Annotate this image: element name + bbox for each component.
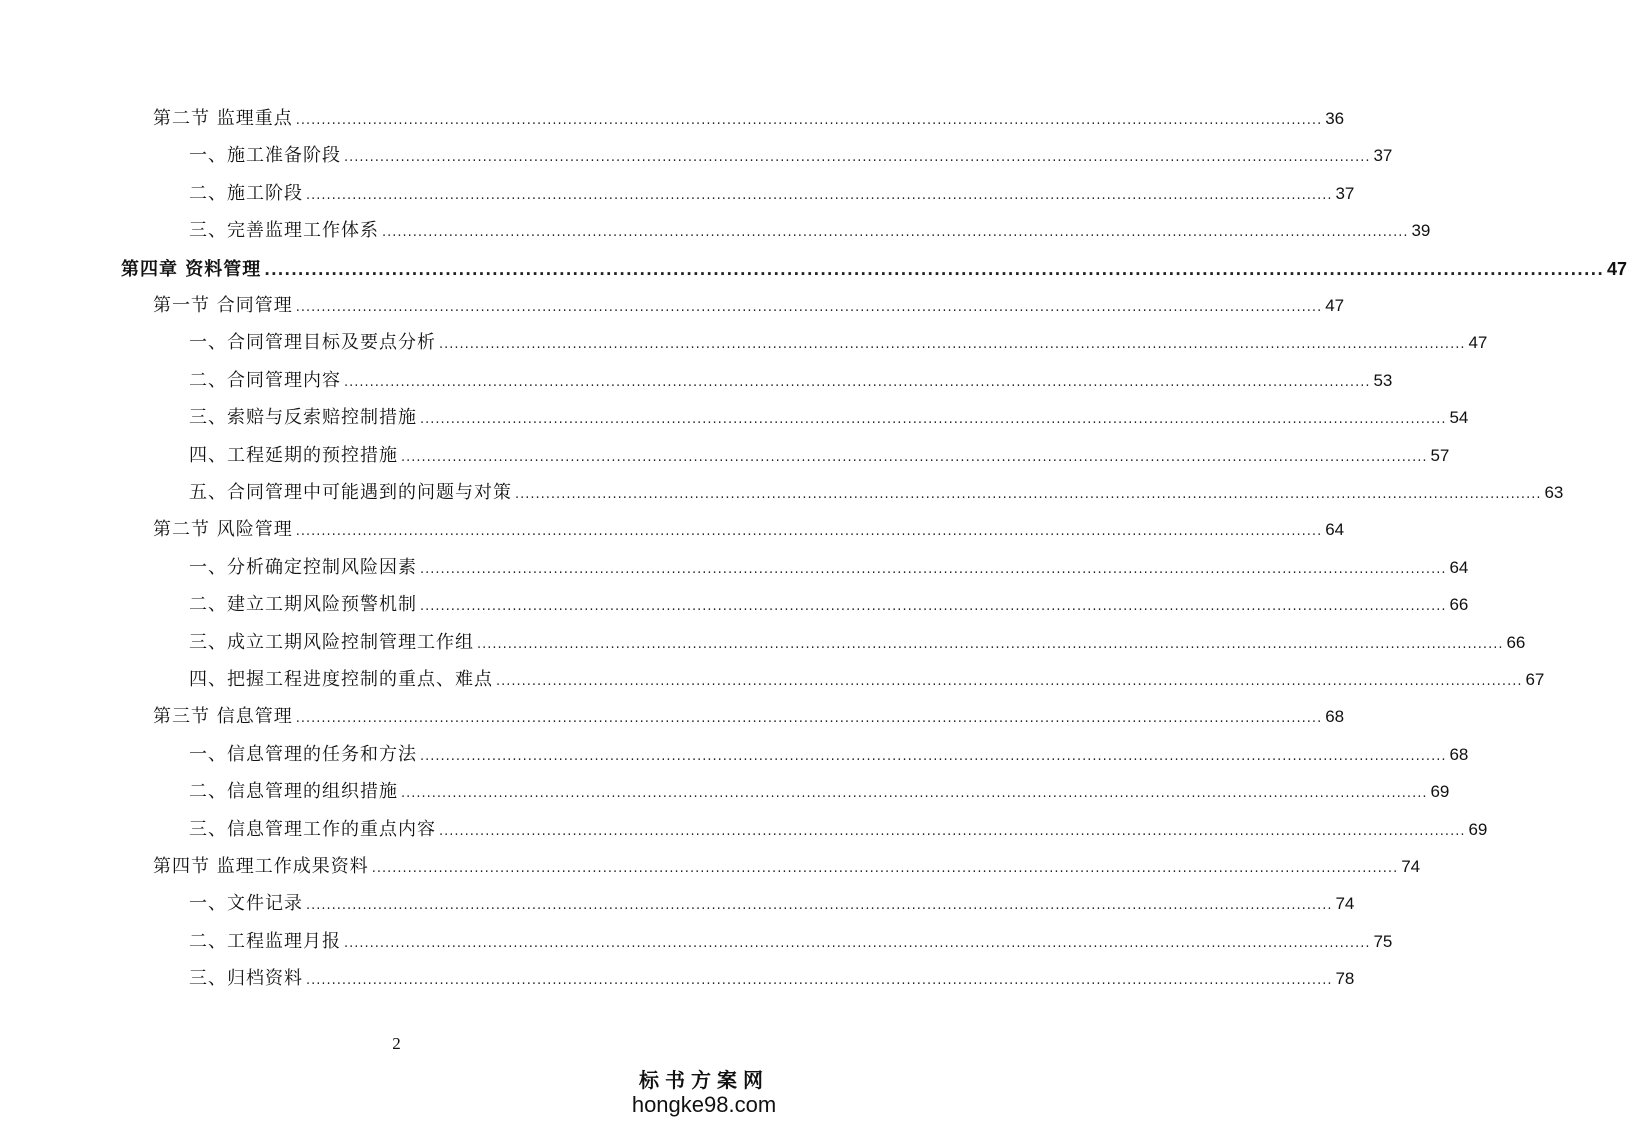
toc-section-row[interactable] [153,292,1345,320]
toc-entry-page: 78 [1335,969,1355,989]
toc-entry-title: 五、合同管理中可能遇到的问题与对策 [189,482,512,503]
toc-section-row[interactable] [153,105,1345,133]
toc-entry-title: 二、工程监理月报 [189,930,341,952]
toc-leader-dots: ........................................................................................................................................................................................................ [382,225,1409,241]
toc-item-row[interactable] [189,816,1488,844]
toc-entry-title: 一、文件记录 [189,893,303,915]
toc-leader-dots: ........................................................................................................................................................................................................ [295,524,1323,540]
toc-entry-page: 63 [1544,483,1564,502]
toc-item-row[interactable] [189,778,1450,806]
toc-entry-title: 三、归档资料 [189,968,303,990]
toc-item-row[interactable] [189,217,1431,245]
toc-section-row[interactable] [153,853,1421,881]
toc-leader-dots: ........................................................................................................................................................................................................ [496,674,1523,689]
toc-item-row[interactable] [189,442,1450,470]
toc-entry-title: 二、施工阶段 [189,182,303,204]
toc-section-row[interactable] [153,516,1345,544]
toc-item-row[interactable] [189,591,1469,619]
toc-entry-page: 69 [1430,782,1450,802]
toc-entry-title: 一、分析确定控制风险因素 [189,556,417,578]
site-watermark [629,1068,779,1118]
watermark-title: 标书方案网 [639,1068,769,1092]
toc-entry-page: 68 [1449,744,1469,764]
toc-entry-title: 二、建立工期风险预警机制 [189,594,417,616]
toc-leader-dots: ........................................................................................................................................................................................................ [295,711,1323,727]
toc-entry-title: 第四章 资料管理 [121,258,262,280]
toc-entry-page: 68 [1325,707,1345,727]
toc-leader-dots: ........................................................................................................................................................................................................ [477,636,1504,652]
toc-entry-page: 67 [1525,670,1545,689]
toc-entry-title: 第一节 合同管理 [153,295,293,316]
toc-leader-dots: ........................................................................................................................................................................................................ [344,374,1371,390]
toc-entry-page: 57 [1430,445,1450,465]
toc-item-row[interactable] [189,554,1469,582]
toc-entry-page: 75 [1373,931,1393,951]
toc-item-row[interactable] [189,329,1488,357]
toc-item-row[interactable] [189,142,1393,170]
toc-entry-title: 三、索赔与反索赔控制措施 [189,407,417,429]
toc-entry-page: 39 [1411,221,1431,241]
watermark-url: hongke98.com [631,1092,777,1117]
toc-entry-title: 四、把握工程进度控制的重点、难点 [189,669,493,690]
toc-entry-title: 一、信息管理的任务和方法 [189,743,417,765]
toc-entry-page: 74 [1335,894,1355,914]
toc-entry-page: 37 [1373,146,1393,166]
toc-entry-title: 第三节 信息管理 [153,706,293,728]
toc-item-row[interactable] [189,965,1355,993]
toc-leader-dots: ........................................................................................................................................................................................................ [439,823,1466,839]
toc-item-row[interactable] [189,629,1526,657]
toc-entry-title: 一、施工准备阶段 [189,145,341,167]
toc-item-row[interactable] [189,741,1469,769]
toc-entry-title: 三、信息管理工作的重点内容 [189,818,436,840]
toc-entry-page: 64 [1449,557,1469,577]
toc-entry-page: 54 [1449,408,1469,428]
toc-entry-title: 第四节 监理工作成果资料 [153,856,369,877]
toc-entry-page: 47 [1468,333,1488,353]
toc-entry-title: 三、成立工期风险控制管理工作组 [189,631,474,653]
toc-leader-dots: ........................................................................................................................................................................................................ [306,187,1333,203]
toc-entry-page: 69 [1468,819,1488,839]
toc-entry-page: 47 [1325,296,1345,315]
toc-entry-page: 36 [1325,109,1345,128]
toc-item-row[interactable] [189,928,1393,956]
toc-leader-dots: ........................................................................................................................................................................................................ [420,412,1447,428]
toc-leader-dots: ........................................................................................................................................................................................................ [420,599,1447,615]
toc-entry-title: 三、完善监理工作体系 [189,220,379,242]
toc-leader-dots: ........................................................................................................................................................................................................ [344,150,1371,166]
toc-leader-dots: ........................................................................................................................................................................................................ [439,337,1466,353]
toc-entry-page: 37 [1335,183,1355,203]
toc-section-row[interactable] [153,703,1345,731]
toc-entry-title: 二、合同管理内容 [189,369,341,391]
toc-leader-dots: ........................................................................................................................................................................................................ [371,861,1399,876]
toc-item-row[interactable] [189,890,1355,918]
toc-entry-title: 四、工程延期的预控措施 [189,444,398,466]
toc-entry-page: 74 [1401,857,1421,876]
toc-item-row[interactable] [189,404,1469,432]
toc-item-row[interactable] [189,666,1545,694]
toc-leader-dots: ........................................................................................................................................................................................................ [401,786,1428,802]
toc-leader-dots: ........................................................................................................................................................................................................ [515,487,1542,502]
toc-entry-page: 66 [1449,595,1469,615]
toc-leader-dots: ........................................................................................................................................................................................................ [295,300,1323,315]
toc-item-row[interactable] [189,367,1393,395]
page-number: 2 [392,1034,401,1053]
toc-leader-dots: ........................................................................................................................................................................................................ [344,935,1371,951]
toc-entry-page: 53 [1373,370,1393,390]
toc-entry-page: 47 [1606,258,1627,279]
toc-chapter-row[interactable] [121,255,1627,283]
toc-entry-title: 第二节 监理重点 [153,108,293,129]
toc-entry-page: 64 [1325,520,1345,540]
toc-leader-dots: ........................................................................................................................................................................................................ [264,260,1604,279]
toc-leader-dots: ........................................................................................................................................................................................................ [306,898,1333,914]
toc-entry-title: 第二节 风险管理 [153,519,293,541]
toc-item-row[interactable] [189,479,1564,507]
toc-leader-dots: ........................................................................................................................................................................................................ [420,748,1447,764]
toc-leader-dots: ........................................................................................................................................................................................................ [401,449,1428,465]
toc-leader-dots: ........................................................................................................................................................................................................ [420,561,1447,577]
toc-entry-title: 二、信息管理的组织措施 [189,781,398,803]
toc-entry-title: 一、合同管理目标及要点分析 [189,332,436,354]
toc-entry-page: 66 [1506,632,1526,652]
toc-leader-dots: ........................................................................................................................................................................................................ [295,113,1323,128]
toc-leader-dots: ........................................................................................................................................................................................................ [306,973,1333,989]
toc-item-row[interactable] [189,180,1355,208]
